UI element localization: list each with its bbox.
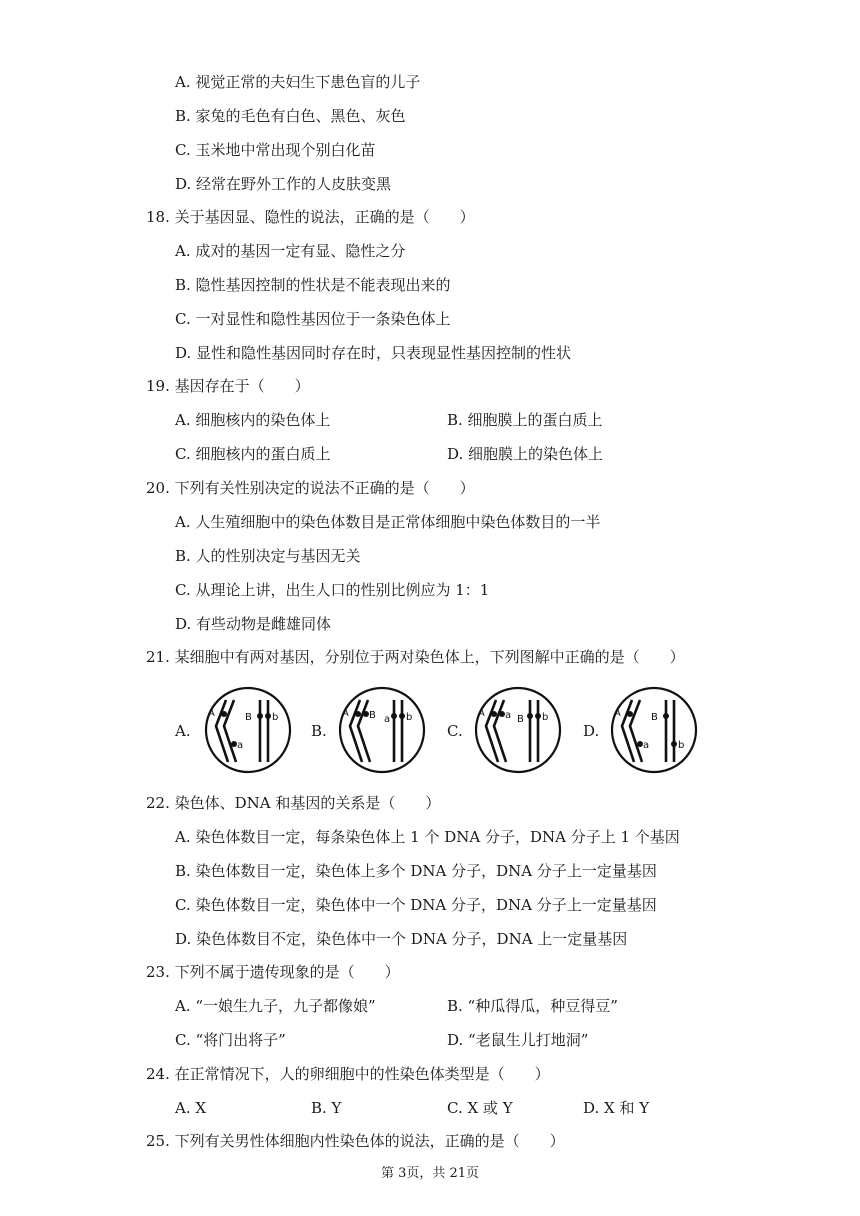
- q23-stem: 23. 下列不属于遗传现象的是（ ）: [146, 963, 400, 981]
- q24-option-d: D. X 和 Y: [583, 1099, 650, 1117]
- q24-option-c: C. X 或 Y: [447, 1099, 513, 1117]
- svg-text:b: b: [406, 712, 413, 723]
- q23-option-d: D. “老鼠生儿打地洞”: [447, 1031, 589, 1049]
- q21-option-a-label: A.: [175, 722, 191, 740]
- q19-option-c: C. 细胞核内的蛋白质上: [175, 445, 331, 463]
- svg-text:b: b: [678, 740, 685, 751]
- q21-option-c-label: C.: [447, 722, 463, 740]
- q21-diagram-c: [474, 686, 562, 774]
- q21-stem: 21. 某细胞中有两对基因，分别位于两对染色体上，下列图解中正确的是（ ）: [146, 648, 685, 666]
- svg-text:b: b: [272, 712, 279, 723]
- q20-stem: 20. 下列有关性别决定的说法不正确的是（ ）: [146, 479, 475, 497]
- q24-stem: 24. 在正常情况下，人的卵细胞中的性染色体类型是（ ）: [146, 1065, 550, 1083]
- q19-option-a: A. 细胞核内的染色体上: [175, 411, 331, 429]
- q19-stem: 19. 基因存在于（ ）: [146, 377, 310, 395]
- q17-option-d: D. 经常在野外工作的人皮肤变黑: [175, 175, 392, 193]
- svg-text:B: B: [245, 712, 252, 723]
- q23-option-b: B. “种瓜得瓜，种豆得豆”: [447, 997, 618, 1015]
- q22-option-a: A. 染色体数目一定，每条染色体上 1 个 DNA 分子，DNA 分子上 1 个基因: [175, 828, 680, 846]
- svg-text:a: a: [505, 710, 512, 721]
- q23-option-a: A. “一娘生九子，九子都像娘”: [175, 997, 376, 1015]
- q21-diagram-a: [204, 686, 292, 774]
- svg-text:B: B: [651, 712, 658, 723]
- page-footer: 第 3页，共 21页: [380, 1166, 480, 1181]
- q21-option-b-label: B.: [311, 722, 327, 740]
- svg-text:B: B: [517, 714, 524, 725]
- q17-option-c: C. 玉米地中常出现个别白化苗: [175, 141, 376, 159]
- svg-text:a: a: [643, 740, 650, 751]
- q19-option-d: D. 细胞膜上的染色体上: [447, 445, 604, 463]
- q24-option-a: A. X: [175, 1099, 207, 1117]
- q20-option-b: B. 人的性别决定与基因无关: [175, 547, 361, 565]
- q17-option-b: B. 家兔的毛色有白色、黑色、灰色: [175, 107, 406, 125]
- svg-text:b: b: [542, 712, 549, 723]
- q21-option-d-label: D.: [583, 722, 600, 740]
- q25-stem: 25. 下列有关男性体细胞内性染色体的说法，正确的是（ ）: [146, 1132, 565, 1150]
- svg-text:A: A: [208, 708, 215, 719]
- q19-option-b: B. 细胞膜上的蛋白质上: [447, 411, 603, 429]
- q18-option-c: C. 一对显性和隐性基因位于一条染色体上: [175, 310, 451, 328]
- q18-stem: 18. 关于基因显、隐性的说法，正确的是（ ）: [146, 208, 475, 226]
- q20-option-c: C. 从理论上讲，出生人口的性别比例应为 1：1: [175, 581, 490, 599]
- q18-option-a: A. 成对的基因一定有显、隐性之分: [175, 242, 406, 260]
- svg-text:A: A: [478, 708, 485, 719]
- q22-stem: 22. 染色体、DNA 和基因的关系是（ ）: [146, 794, 441, 812]
- svg-text:a: a: [237, 740, 244, 751]
- svg-text:a: a: [384, 714, 391, 725]
- q22-option-c: C. 染色体数目一定，染色体中一个 DNA 分子，DNA 分子上一定量基因: [175, 896, 657, 914]
- svg-text:A: A: [614, 708, 621, 719]
- q24-option-b: B. Y: [311, 1099, 342, 1117]
- q23-option-c: C. “将门出将子”: [175, 1031, 286, 1049]
- q21-diagram-d: [610, 686, 698, 774]
- q21-diagram-b: [338, 686, 426, 774]
- q20-option-d: D. 有些动物是雌雄同体: [175, 615, 332, 633]
- q18-option-b: B. 隐性基因控制的性状是不能表现出来的: [175, 276, 451, 294]
- q22-option-b: B. 染色体数目一定，染色体上多个 DNA 分子，DNA 分子上一定量基因: [175, 862, 657, 880]
- q17-option-a: A. 视觉正常的夫妇生下患色盲的儿子: [175, 73, 421, 91]
- svg-text:A: A: [342, 708, 349, 719]
- q18-option-d: D. 显性和隐性基因同时存在时，只表现显性基因控制的性状: [175, 344, 572, 362]
- q22-option-d: D. 染色体数目不定，染色体中一个 DNA 分子，DNA 上一定量基因: [175, 930, 628, 948]
- q20-option-a: A. 人生殖细胞中的染色体数目是正常体细胞中染色体数目的一半: [175, 513, 601, 531]
- svg-text:B: B: [369, 710, 376, 721]
